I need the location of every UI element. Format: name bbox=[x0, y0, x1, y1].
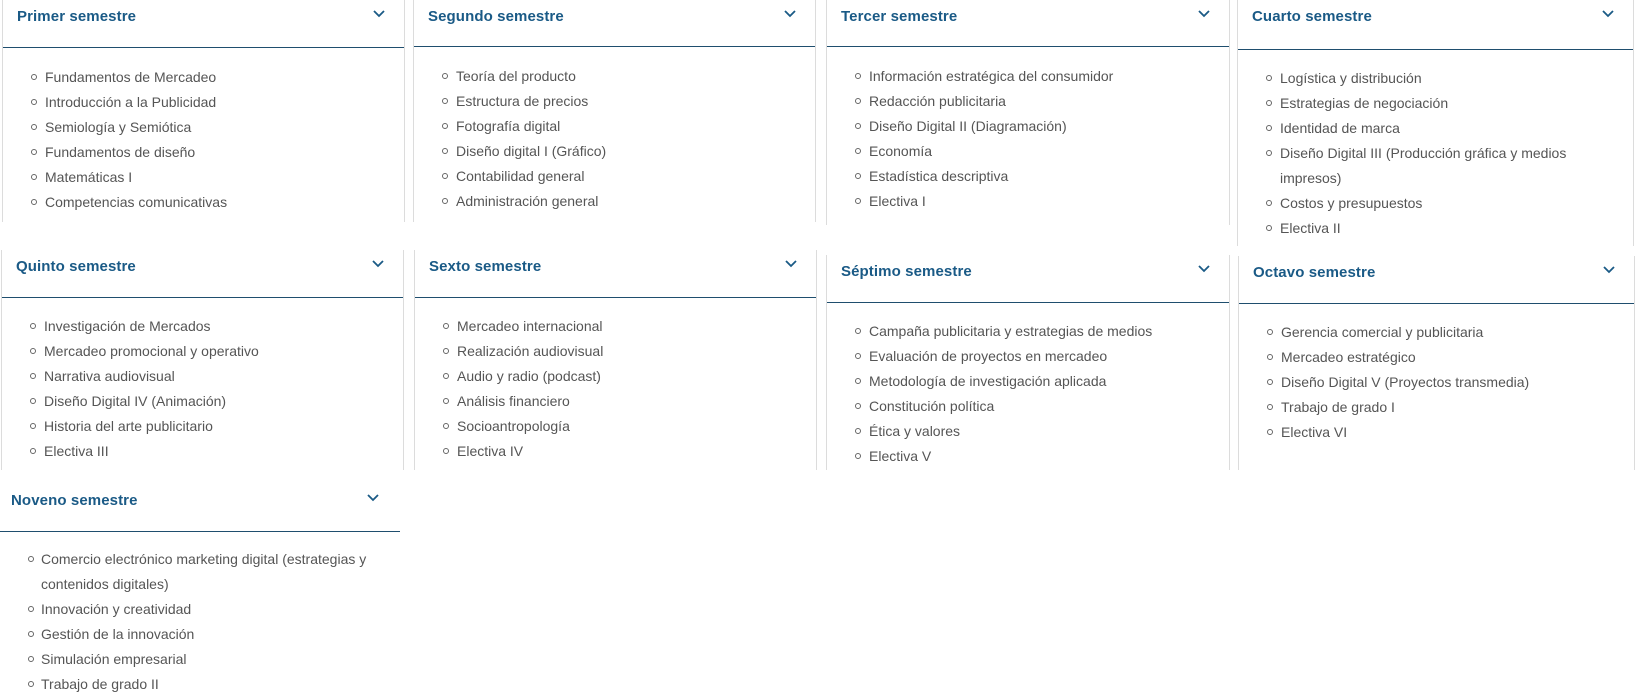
course-item: Economía bbox=[827, 139, 1229, 164]
course-item: Simulación empresarial bbox=[0, 647, 400, 672]
course-item: Investigación de Mercados bbox=[2, 314, 403, 339]
course-item: Costos y presupuestos bbox=[1238, 191, 1633, 216]
course-item: Identidad de marca bbox=[1238, 116, 1633, 141]
course-item: Metodología de investigación aplicada bbox=[827, 369, 1229, 394]
course-item: Historia del arte publicitario bbox=[2, 414, 403, 439]
course-item: Electiva II bbox=[1238, 216, 1633, 241]
course-item: Estadística descriptiva bbox=[827, 164, 1229, 189]
semester-toggle-3[interactable] bbox=[827, 0, 1229, 47]
semester-title: Tercer semestre bbox=[841, 8, 958, 25]
chevron-down-icon[interactable] bbox=[372, 9, 386, 19]
semester-panel-2 bbox=[413, 0, 816, 222]
course-item: Evaluación de proyectos en mercadeo bbox=[827, 344, 1229, 369]
chevron-down-icon[interactable] bbox=[366, 493, 380, 503]
course-item: Campaña publicitaria y estrategias de medios bbox=[827, 319, 1229, 344]
course-list bbox=[827, 47, 1229, 214]
course-list bbox=[1238, 50, 1633, 241]
course-list bbox=[415, 298, 816, 464]
course-item: Trabajo de grado I bbox=[1239, 395, 1634, 420]
chevron-down-icon[interactable] bbox=[1602, 265, 1616, 275]
course-item: Diseño digital I (Gráfico) bbox=[414, 139, 815, 164]
course-item: Redacción publicitaria bbox=[827, 89, 1229, 114]
course-list bbox=[0, 532, 400, 697]
course-item: Electiva III bbox=[2, 439, 403, 464]
course-item: Estrategias de negociación bbox=[1238, 91, 1633, 116]
course-item: Gerencia comercial y publicitaria bbox=[1239, 320, 1634, 345]
course-item: Diseño Digital V (Proyectos transmedia) bbox=[1239, 370, 1634, 395]
semester-toggle-8[interactable] bbox=[1239, 256, 1634, 304]
chevron-down-icon[interactable] bbox=[784, 259, 798, 269]
course-item: Ética y valores bbox=[827, 419, 1229, 444]
semester-panel-9 bbox=[0, 484, 400, 698]
course-item: Mercadeo internacional bbox=[415, 314, 816, 339]
semester-panel-5 bbox=[1, 250, 404, 470]
semester-toggle-1[interactable] bbox=[3, 0, 404, 48]
course-item: Semiología y Semiótica bbox=[3, 115, 404, 140]
semester-title: Noveno semestre bbox=[11, 492, 138, 509]
course-item: Estructura de precios bbox=[414, 89, 815, 114]
course-item: Electiva VI bbox=[1239, 420, 1634, 445]
course-item: Innovación y creatividad bbox=[0, 597, 400, 622]
semester-toggle-5[interactable] bbox=[2, 250, 403, 298]
semester-title: Octavo semestre bbox=[1253, 264, 1376, 281]
semester-title: Sexto semestre bbox=[429, 258, 542, 275]
course-item: Teoría del producto bbox=[414, 64, 815, 89]
course-item: Audio y radio (podcast) bbox=[415, 364, 816, 389]
course-item: Trabajo de grado II bbox=[0, 672, 400, 697]
course-item: Diseño Digital IV (Animación) bbox=[2, 389, 403, 414]
course-list bbox=[414, 47, 815, 214]
course-item: Matemáticas I bbox=[3, 165, 404, 190]
course-item: Diseño Digital III (Producción gráfica y medios impresos) bbox=[1238, 141, 1633, 191]
course-item: Constitución política bbox=[827, 394, 1229, 419]
course-item: Competencias comunicativas bbox=[3, 190, 404, 215]
semester-panel-1 bbox=[2, 0, 405, 222]
course-item: Introducción a la Publicidad bbox=[3, 90, 404, 115]
semester-panel-3 bbox=[826, 0, 1230, 225]
course-item: Narrativa audiovisual bbox=[2, 364, 403, 389]
semester-panel-8 bbox=[1238, 256, 1635, 470]
course-list bbox=[1239, 304, 1634, 445]
semester-title: Segundo semestre bbox=[428, 8, 564, 25]
chevron-down-icon[interactable] bbox=[783, 9, 797, 19]
course-item: Fundamentos de Mercadeo bbox=[3, 65, 404, 90]
course-item: Comercio electrónico marketing digital (estrategias y contenidos digitales) bbox=[0, 547, 400, 597]
course-item: Administración general bbox=[414, 189, 815, 214]
course-item: Realización audiovisual bbox=[415, 339, 816, 364]
semester-title: Quinto semestre bbox=[16, 258, 136, 275]
course-item: Diseño Digital II (Diagramación) bbox=[827, 114, 1229, 139]
chevron-down-icon[interactable] bbox=[1601, 9, 1615, 19]
course-item: Socioantropología bbox=[415, 414, 816, 439]
semester-toggle-7[interactable] bbox=[827, 255, 1229, 303]
course-list bbox=[3, 48, 404, 215]
semester-title: Séptimo semestre bbox=[841, 263, 972, 280]
course-list bbox=[2, 298, 403, 464]
course-item: Fundamentos de diseño bbox=[3, 140, 404, 165]
course-item: Análisis financiero bbox=[415, 389, 816, 414]
course-item: Contabilidad general bbox=[414, 164, 815, 189]
semester-toggle-4[interactable] bbox=[1238, 0, 1633, 50]
semester-panel-6 bbox=[414, 250, 817, 470]
semester-toggle-2[interactable] bbox=[414, 0, 815, 47]
course-item: Electiva IV bbox=[415, 439, 816, 464]
course-item: Mercadeo estratégico bbox=[1239, 345, 1634, 370]
chevron-down-icon[interactable] bbox=[1197, 9, 1211, 19]
chevron-down-icon[interactable] bbox=[1197, 264, 1211, 274]
chevron-down-icon[interactable] bbox=[371, 259, 385, 269]
course-item: Electiva V bbox=[827, 444, 1229, 469]
course-list bbox=[827, 303, 1229, 469]
semester-panel-4 bbox=[1237, 0, 1634, 246]
course-item: Fotografía digital bbox=[414, 114, 815, 139]
course-item: Electiva I bbox=[827, 189, 1229, 214]
semester-title: Cuarto semestre bbox=[1252, 8, 1372, 25]
semester-title: Primer semestre bbox=[17, 8, 137, 25]
course-item: Mercadeo promocional y operativo bbox=[2, 339, 403, 364]
course-item: Información estratégica del consumidor bbox=[827, 64, 1229, 89]
course-item: Logística y distribución bbox=[1238, 66, 1633, 91]
semester-panel-7 bbox=[826, 255, 1230, 470]
course-item: Gestión de la innovación bbox=[0, 622, 400, 647]
semester-toggle-6[interactable] bbox=[415, 250, 816, 298]
semester-toggle-9[interactable] bbox=[0, 484, 400, 532]
